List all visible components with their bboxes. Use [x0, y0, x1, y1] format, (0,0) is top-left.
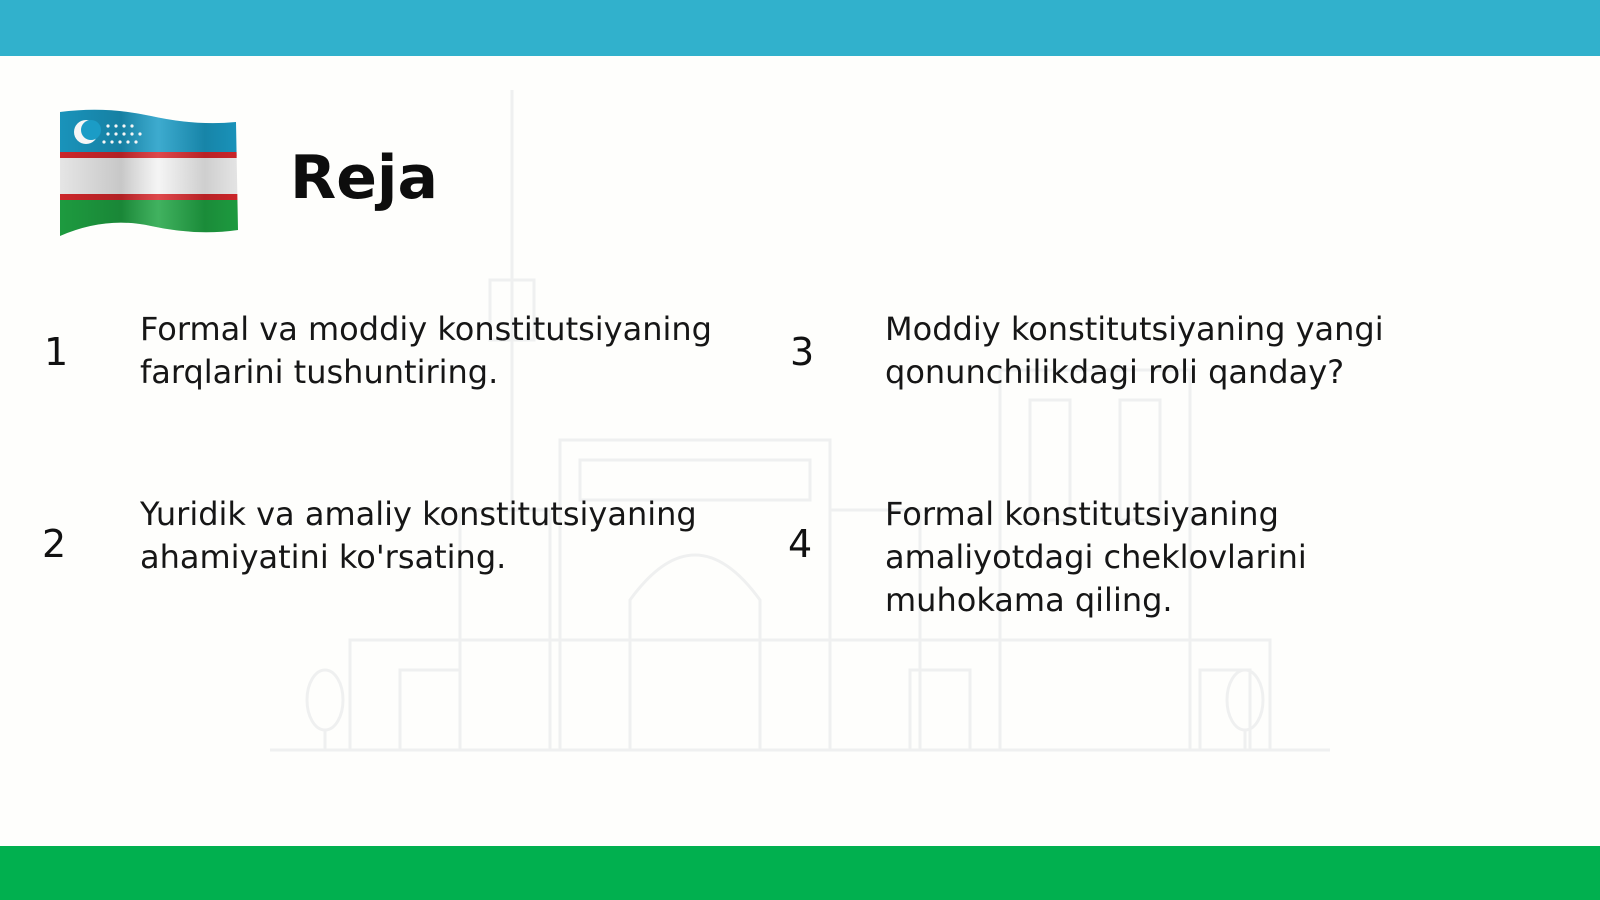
item-text-1: Formal va moddiy konstitutsiyaning farqlarini tushuntiring.: [140, 310, 712, 391]
slide-title: Reja: [290, 143, 438, 213]
item-text-2: Yuridik va amaliy konstitutsiyaning ahamiyatini ko'rsating.: [140, 495, 697, 576]
item-text-4: Formal konstitutsiyaning amaliyotdagi cheklovlarini muhokama qiling.: [885, 495, 1307, 619]
bottom-accent-bar: [0, 846, 1600, 900]
uzbekistan-flag-icon: [56, 108, 242, 244]
item-number-3: 3: [790, 330, 815, 374]
item-number-1: 1: [44, 330, 69, 374]
item-text-3: Moddiy konstitutsiyaning yangi qonunchilikdagi roli qanday?: [885, 310, 1384, 391]
item-number-4: 4: [788, 522, 813, 566]
item-number-2: 2: [42, 522, 67, 566]
top-accent-bar: [0, 0, 1600, 56]
